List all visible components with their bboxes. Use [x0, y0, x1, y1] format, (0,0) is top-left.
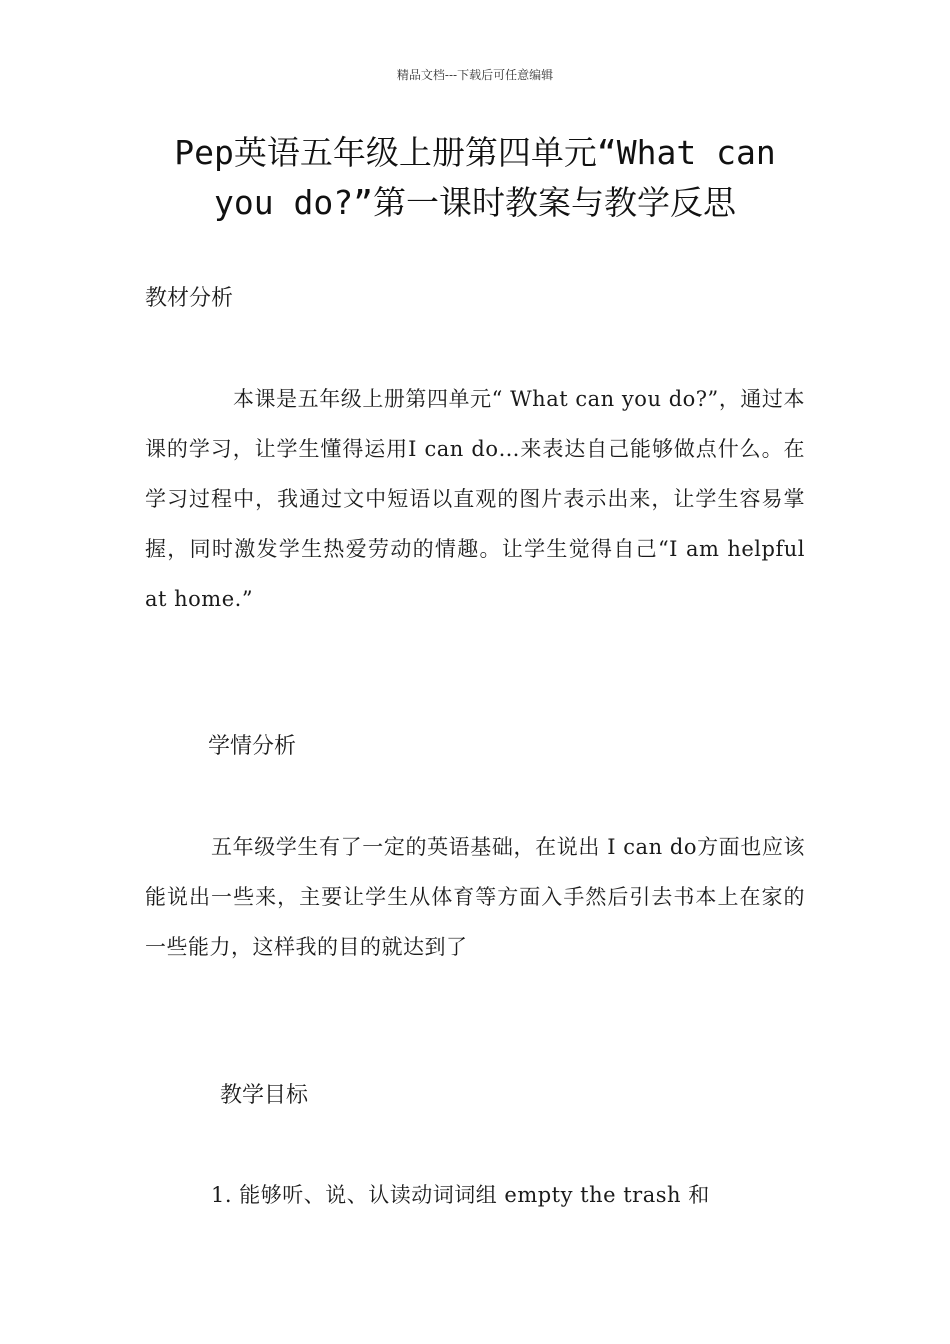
- section-heading-student-analysis: 学情分析: [208, 734, 297, 759]
- section-heading-teaching-objectives: 教学目标: [220, 1083, 309, 1108]
- page-header: 精品文档---下载后可任意编辑: [396, 68, 554, 82]
- objective-item-1: 1. 能够听、说、认读动词词组 empty the trash 和: [211, 1183, 710, 1207]
- section-paragraph-student-analysis: 五年级学生有了一定的英语基础，在说出 I can do方面也应该能说出一些来，主要让学生从体育等方面入手然后引去书本上在家的一些能力，这样我的目的就达到了: [145, 835, 805, 959]
- section-paragraph-textbook-analysis: 本课是五年级上册第四单元“ What can you do?”，通过本课的学习，让学生懂得运用I can do…来表达自己能够做点什么。在学习过程中，我通过文中短语以直观的图片表示出来，让学生容易掌握，同时激发学生热爱劳动的情趣。让学生觉得自己“I am helpful at home.”: [145, 387, 805, 611]
- document-title: Pep英语五年级上册第四单元“What can you do?”第一课时教案与教学反思: [174, 133, 776, 222]
- section-heading-textbook-analysis: 教材分析: [145, 286, 234, 311]
